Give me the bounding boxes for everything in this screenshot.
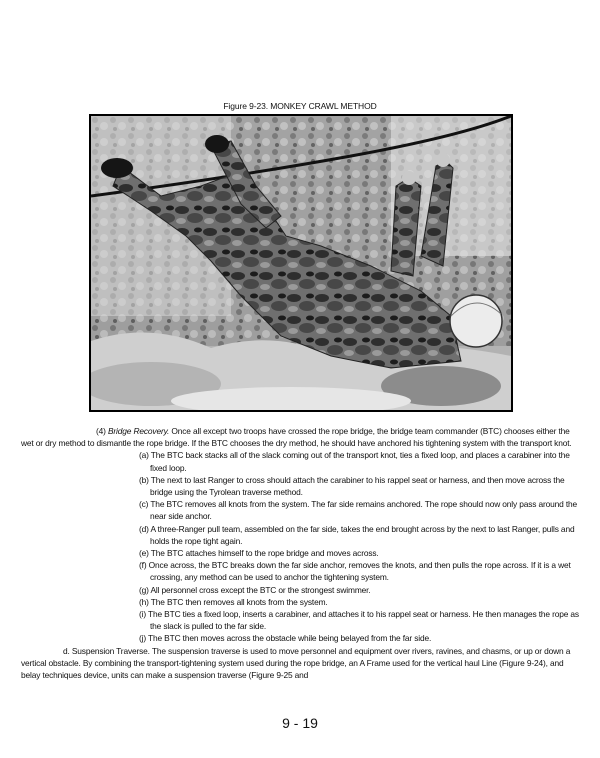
step-item: (g) All personnel cross except the BTC or the strongest swimmer. xyxy=(139,584,371,595)
monkey-crawl-photo xyxy=(89,114,513,412)
step-item: (f) Once across, the BTC breaks down the far side anchor, removes the knots, and then pulls the rope across. If it is a wet crossing, any method can be used to anchor the tightening system. xyxy=(139,560,571,583)
step-item: (a) The BTC back stacks all of the slack coming out of the transport knot, ties a fixed loop, and places a carabiner into the fixed loop. xyxy=(139,450,570,473)
step-item: (e) The BTC attaches himself to the rope bridge and moves across. xyxy=(139,548,379,559)
paragraph-4 xyxy=(21,425,581,449)
paragraph-4-title: Bridge Recovery. xyxy=(107,426,170,436)
step-item: (c) The BTC removes all knots from the system. The far side remains anchored. The rope should now only pass around the near side anchor. xyxy=(139,499,578,522)
step-item: (j) The BTC then moves across the obstacle while being belayed from the far side. xyxy=(139,633,432,644)
step-item: (h) The BTC then removes all knots from the system. xyxy=(139,596,328,607)
figure-caption: Figure 9-23. MONKEY CRAWL METHOD xyxy=(223,101,377,111)
step-item: (d) A three-Ranger pull team, assembled on the far side, takes the end brought across by the next to last Ranger, pulls and holds the rope tight again. xyxy=(139,523,575,546)
paragraph-4-text: Once all except two troops have crossed the rope bridge, the bridge team commander (BTC) chooses either the wet or dry method to dismantle the rope bridge. If the BTC chooses the dry method, he should have anchored his tightening system with the transport knot. xyxy=(21,426,572,449)
paragraph-d-text: The suspension traverse is used to move personnel and equipment over rivers, ravines, and chasms, or up or down a vertical obstacle. By combining the transport-tightening system used during the rope bridge, an A Frame used for the vertical haul Line (Figure 9-24), and belay techniques device, units can make a suspension traverse (Figure 9-25 and xyxy=(21,645,571,681)
paragraph-4-number: (4) xyxy=(96,426,106,436)
step-item: (i) The BTC ties a fixed loop, inserts a carabiner, and attaches it to his rappel seat or harness. He then manages the rope as the slack is pulled to the far side. xyxy=(139,609,579,632)
body-text xyxy=(21,425,581,681)
page-number: 9 - 19 xyxy=(282,715,318,731)
step-item: (b) The next to last Ranger to cross should attach the carabiner to his rappel seat or harness, and then move across the bridge using the Tyrolean traverse method. xyxy=(139,474,565,498)
paragraph-d-label: d. Suspension Traverse. xyxy=(63,645,150,656)
paragraph-d xyxy=(21,645,581,682)
